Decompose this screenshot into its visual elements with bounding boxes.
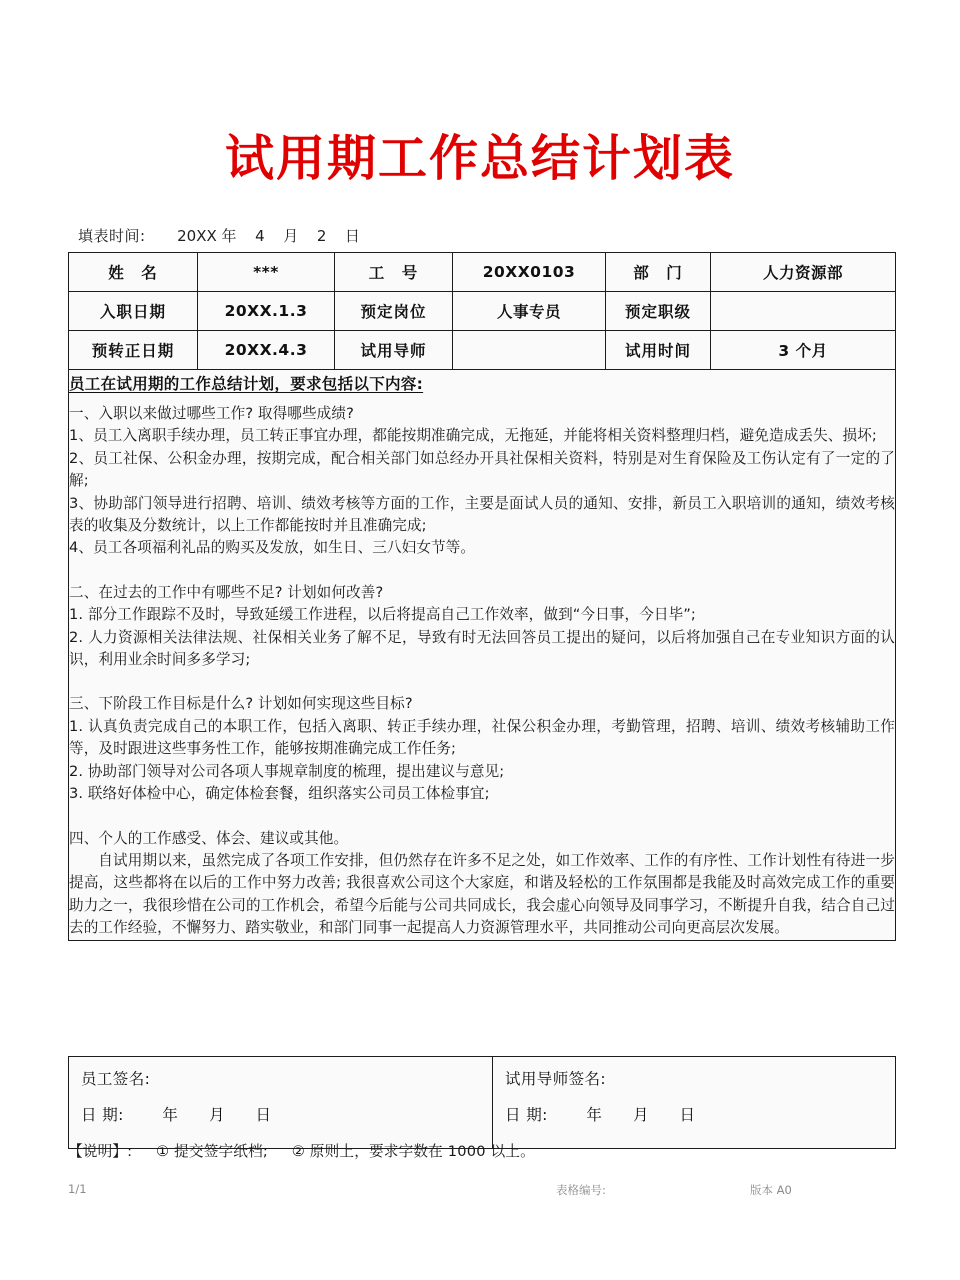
note-line xyxy=(68,1140,535,1161)
table-row-body xyxy=(69,370,896,941)
body-content-cell xyxy=(69,370,896,941)
section-three-item-1: 1. 认真负责完成自己的本职工作，包括入离职、转正手续办理，社保公积金办理，考勤管理，招聘、培训、绩效考核辅助工作等，及时跟进这些事务性工作，能够按期准确完成工作任务; xyxy=(69,717,895,758)
cell-empno-value[interactable]: 20XX0103 xyxy=(453,253,606,292)
cell-confirmdate-label: 预转正日期 xyxy=(69,331,198,370)
employee-signature-cell[interactable] xyxy=(69,1057,493,1149)
section-four-paragraph: 自试用期以来，虽然完成了各项工作安排，但仍然存在许多不足之处，如工作效率、工作的有序性、工作计划性有待进一步提高，这些都将在以后的工作中努力改善; 我很喜欢公司这个大家庭，和谐及轻松的工作氛围都是我能及时高效完成工作的重要助力之一，我很珍惜在公司的工作机会，希望今后能与公司共同成长，我会虚心向领导及同事学习，不断提升自我，结合自己过去的工作经验，不懈努力、踏实敬业，和部门同事一起提高人力资源管理水平，共同推动公司向更高层次发展。 xyxy=(69,851,895,937)
employee-signature-label: 员工签名: xyxy=(81,1070,151,1088)
cell-empno-label: 工 号 xyxy=(335,253,453,292)
cell-mentor-value[interactable] xyxy=(453,331,606,370)
mentor-date-label: 日 期: xyxy=(505,1106,548,1124)
cell-probation-label: 试用时间 xyxy=(606,331,711,370)
mentor-signature-label: 试用导师签名: xyxy=(505,1070,607,1088)
fill-date-month-value: 4 xyxy=(255,227,265,245)
fill-date-month-unit: 月 xyxy=(283,227,299,245)
fill-date-year-unit: 年 xyxy=(221,227,237,245)
employee-date-row xyxy=(81,1102,480,1128)
table-row xyxy=(69,292,896,331)
section-one-item-1: 1、员工入离职手续办理，员工转正事宜办理，都能按期准确完成，无拖延，并能将相关资料整理归档，避免造成丢失、损坏; xyxy=(69,427,877,445)
section-two-title: 二、在过去的工作中有哪些不足? 计划如何改善? xyxy=(69,583,384,601)
section-two xyxy=(69,582,895,672)
section-three-title: 三、下阶段工作目标是什么? 计划如何实现这些目标? xyxy=(69,695,413,713)
cell-dept-value[interactable]: 人力资源部 xyxy=(711,253,896,292)
note-prefix: 【说明】: xyxy=(68,1143,133,1160)
fill-date-label: 填表时间: xyxy=(78,227,146,245)
section-one-item-2: 2、员工社保、公积金办理，按期完成，配合相关部门如总经办开具社保相关资料，特别是对生育保险及工伤认定有了一定的了解; xyxy=(69,449,895,490)
cell-probation-value[interactable]: 3 个月 xyxy=(711,331,896,370)
cell-dept-label: 部 门 xyxy=(606,253,711,292)
employee-date-year-unit: 年 xyxy=(162,1106,179,1124)
table-row xyxy=(69,1057,896,1149)
section-three-item-3: 3. 联络好体检中心，确定体检套餐，组织落实公司员工体检事宜; xyxy=(69,785,490,803)
signature-table xyxy=(68,1056,896,1149)
main-form-table xyxy=(68,252,896,941)
employee-date-label: 日 期: xyxy=(81,1106,124,1124)
section-two-item-2: 2. 人力资源相关法律法规、社保相关业务了解不足，导致有时无法回答员工提出的疑问，以后将加强自己在专业知识方面的认识，利用业余时间多多学习; xyxy=(69,628,895,669)
fill-date-day-unit: 日 xyxy=(344,227,360,245)
section-three-item-2: 2. 协助部门领导对公司各项人事规章制度的梳理，提出建议与意见; xyxy=(69,762,505,780)
section-gap xyxy=(69,806,895,828)
employee-date-month-unit: 月 xyxy=(208,1106,225,1124)
body-heading: 员工在试用期的工作总结计划，要求包括以下内容: xyxy=(69,375,424,393)
mentor-date-row xyxy=(505,1102,883,1128)
section-four xyxy=(69,828,895,940)
cell-name-value[interactable]: *** xyxy=(198,253,335,292)
section-three xyxy=(69,693,895,805)
cell-position-label: 预定岗位 xyxy=(335,292,453,331)
note-item-1: ① 提交签字纸档; xyxy=(155,1143,268,1160)
mentor-date-month-unit: 月 xyxy=(632,1106,649,1124)
cell-grade-value[interactable] xyxy=(711,292,896,331)
fill-date-day-value: 2 xyxy=(316,227,327,245)
table-row xyxy=(69,331,896,370)
section-one-item-4: 4、员工各项福利礼品的购买及发放，如生日、三八妇女节等。 xyxy=(69,539,476,557)
mentor-date-year-unit: 年 xyxy=(586,1106,603,1124)
cell-position-value[interactable]: 人事专员 xyxy=(453,292,606,331)
fill-date-year-value: 20XX xyxy=(177,227,217,245)
employee-date-day-unit: 日 xyxy=(255,1106,272,1124)
section-two-item-1: 1. 部分工作跟踪不及时，导致延缓工作进程，以后将提高自己工作效率，做到“今日事，今日毕”; xyxy=(69,606,696,624)
footer-page-number: 1/1 xyxy=(68,1182,87,1196)
fill-date-line xyxy=(78,226,360,246)
footer-form-number: 表格编号: xyxy=(556,1183,606,1197)
note-item-2: ② 原则上，要求字数在 1000 以上。 xyxy=(291,1143,535,1160)
mentor-signature-cell[interactable] xyxy=(493,1057,896,1149)
cell-mentor-label: 试用导师 xyxy=(335,331,453,370)
page-footer xyxy=(0,1182,960,1202)
cell-hiredate-value[interactable]: 20XX.1.3 xyxy=(198,292,335,331)
cell-confirmdate-value[interactable]: 20XX.4.3 xyxy=(198,331,335,370)
section-four-title: 四、个人的工作感受、体会、建议或其他。 xyxy=(69,829,349,847)
section-gap xyxy=(69,671,895,693)
table-row xyxy=(69,253,896,292)
section-one-item-3: 3、协助部门领导进行招聘、培训、绩效考核等方面的工作，主要是面试人员的通知、安排，新员工入职培训的通知，绩效考核表的收集及分数统计，以上工作都能按时并且准确完成; xyxy=(69,494,895,535)
cell-name-label: 姓 名 xyxy=(69,253,198,292)
section-one xyxy=(69,403,895,560)
mentor-date-day-unit: 日 xyxy=(679,1106,696,1124)
cell-grade-label: 预定职级 xyxy=(606,292,711,331)
section-one-title: 一、入职以来做过哪些工作? 取得哪些成绩? xyxy=(69,405,354,422)
section-gap xyxy=(69,560,895,582)
page-title: 试用期工作总结计划表 xyxy=(224,130,735,187)
cell-hiredate-label: 入职日期 xyxy=(69,292,198,331)
footer-version: 版本 A0 xyxy=(750,1183,792,1197)
